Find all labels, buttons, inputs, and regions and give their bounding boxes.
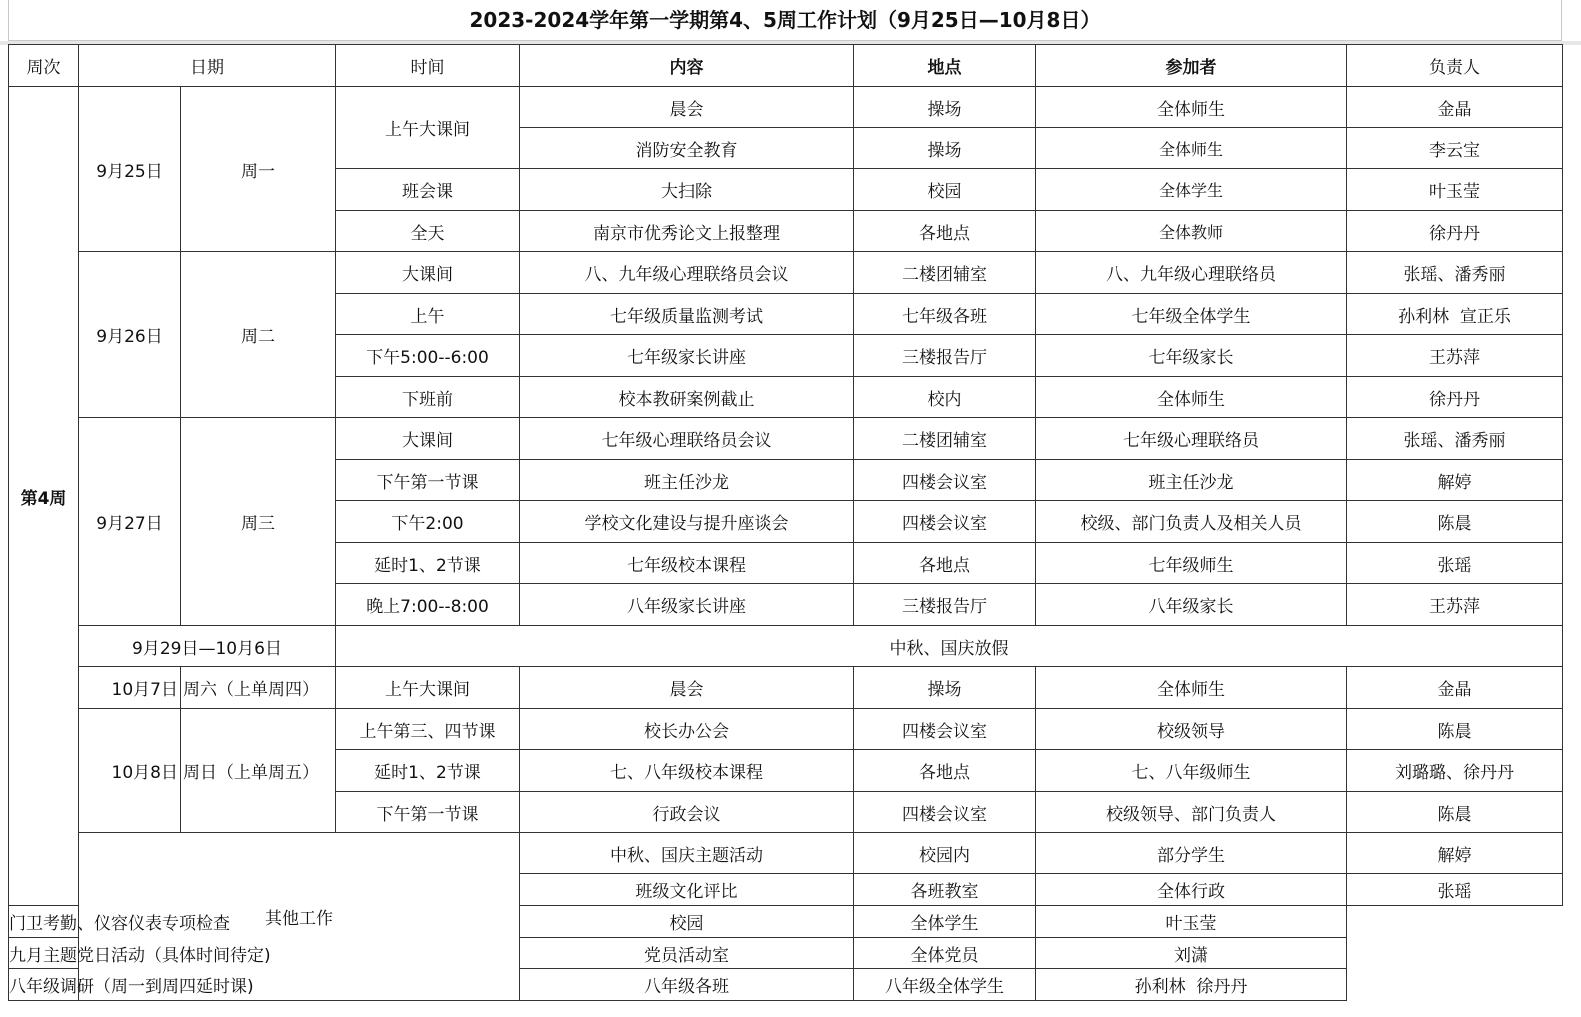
holiday-dates: 9月29日—10月6日 <box>79 626 336 667</box>
row-location: 各班教室 <box>854 874 1036 906</box>
day-date: 9月27日 <box>79 418 181 626</box>
row-owner: 叶玉莹 <box>1347 169 1563 211</box>
row-participants: 全体学生 <box>1036 169 1347 211</box>
row-participants: 部分学生 <box>1036 833 1347 874</box>
work-plan-table <box>8 44 1563 1001</box>
other-work-label: 其他工作 <box>79 833 520 1001</box>
row-content: 消防安全教育 <box>520 128 854 169</box>
row-location: 八年级各班 <box>520 969 854 1001</box>
day-weekday: 周二 <box>181 252 336 418</box>
row-location: 二楼团辅室 <box>854 418 1036 460</box>
row-owner: 孙利林 宣正乐 <box>1347 294 1563 335</box>
row-content: 校本教研案例截止 <box>520 377 854 418</box>
row-content: 八年级调研（周一到周四延时课) <box>9 969 79 1001</box>
day-date: 9月25日 <box>79 87 181 252</box>
row-time: 下午2:00 <box>336 501 520 543</box>
row-content: 晨会 <box>520 87 854 128</box>
row-content: 南京市优秀论文上报整理 <box>520 211 854 252</box>
row-content: 班主任沙龙 <box>520 460 854 501</box>
row-participants: 七年级家长 <box>1036 335 1347 377</box>
holiday-row <box>9 626 1563 667</box>
table-row <box>9 87 1563 128</box>
row-time: 全天 <box>336 211 520 252</box>
row-location: 三楼报告厅 <box>854 335 1036 377</box>
row-participants: 全体师生 <box>1036 377 1347 418</box>
row-owner: 张瑶、潘秀丽 <box>1347 252 1563 294</box>
row-content: 门卫考勤、仪容仪表专项检查 <box>9 906 79 938</box>
row-owner: 张瑶、潘秀丽 <box>1347 418 1563 460</box>
day-weekday: 周三 <box>181 418 336 626</box>
row-participants: 七、八年级师生 <box>1036 750 1347 792</box>
row-time: 晚上7:00--8:00 <box>336 584 520 626</box>
row-time: 下午5:00--6:00 <box>336 335 520 377</box>
day-date: 9月26日 <box>79 252 181 418</box>
col-owner-header: 负责人 <box>1347 45 1563 87</box>
row-participants: 校级领导 <box>1036 709 1347 750</box>
row-content: 七年级家长讲座 <box>520 335 854 377</box>
row-participants: 全体师生 <box>1036 87 1347 128</box>
row-participants: 七年级心理联络员 <box>1036 418 1347 460</box>
row-content: 八年级家长讲座 <box>520 584 854 626</box>
day-weekday: 周日（上单周五） <box>181 709 336 833</box>
row-owner: 徐丹丹 <box>1347 377 1563 418</box>
day-date: 10月7日 <box>79 667 181 709</box>
row-location: 四楼会议室 <box>854 792 1036 833</box>
row-participants: 全体教师 <box>1036 211 1347 252</box>
day-date: 10月8日 <box>79 709 181 833</box>
row-location: 三楼报告厅 <box>854 584 1036 626</box>
table-row <box>9 418 1563 460</box>
row-owner: 李云宝 <box>1347 128 1563 169</box>
row-location: 党员活动室 <box>520 938 854 969</box>
row-time: 延时1、2节课 <box>336 750 520 792</box>
table-row <box>9 833 1563 874</box>
row-participants: 全体师生 <box>1036 128 1347 169</box>
plan-title: 2023-2024学年第一学期第4、5周工作计划（9月25日—10月8日） <box>8 0 1562 41</box>
row-participants: 班主任沙龙 <box>1036 460 1347 501</box>
row-content: 七年级心理联络员会议 <box>520 418 854 460</box>
row-location: 操场 <box>854 667 1036 709</box>
holiday-label: 中秋、国庆放假 <box>336 626 1563 667</box>
row-owner: 叶玉莹 <box>1036 906 1347 938</box>
row-time: 下午第一节课 <box>336 792 520 833</box>
day-weekday: 周六（上单周四） <box>181 667 336 709</box>
row-content: 中秋、国庆主题活动 <box>520 833 854 874</box>
row-content: 八、九年级心理联络员会议 <box>520 252 854 294</box>
col-participants-header: 参加者 <box>1036 45 1347 87</box>
row-location: 各地点 <box>854 543 1036 584</box>
row-time: 下班前 <box>336 377 520 418</box>
row-content: 大扫除 <box>520 169 854 211</box>
row-location: 校园 <box>520 906 854 938</box>
row-participants: 八年级家长 <box>1036 584 1347 626</box>
row-owner: 陈晨 <box>1347 501 1563 543</box>
row-content: 学校文化建设与提升座谈会 <box>520 501 854 543</box>
row-time: 上午大课间 <box>336 667 520 709</box>
row-content: 九月主题党日活动（具体时间待定) <box>9 938 79 969</box>
row-location: 操场 <box>854 128 1036 169</box>
row-time: 班会课 <box>336 169 520 211</box>
row-location: 各地点 <box>854 211 1036 252</box>
row-time: 大课间 <box>336 418 520 460</box>
table-row <box>9 667 1563 709</box>
row-content: 行政会议 <box>520 792 854 833</box>
table-row <box>9 252 1563 294</box>
row-content: 七、八年级校本课程 <box>520 750 854 792</box>
row-location: 四楼会议室 <box>854 501 1036 543</box>
row-location: 七年级各班 <box>854 294 1036 335</box>
row-owner: 解婷 <box>1347 460 1563 501</box>
row-content: 晨会 <box>520 667 854 709</box>
row-location: 校内 <box>854 377 1036 418</box>
row-owner: 张瑶 <box>1347 543 1563 584</box>
row-content: 七年级校本课程 <box>520 543 854 584</box>
col-week-header: 周次 <box>9 45 79 87</box>
col-time-header: 时间 <box>336 45 520 87</box>
row-owner: 王苏萍 <box>1347 335 1563 377</box>
row-participants: 全体党员 <box>854 938 1036 969</box>
row-owner: 金晶 <box>1347 667 1563 709</box>
row-owner: 解婷 <box>1347 833 1563 874</box>
col-content-header: 内容 <box>520 45 854 87</box>
row-participants: 全体学生 <box>854 906 1036 938</box>
row-time: 下午第一节课 <box>336 460 520 501</box>
row-participants: 校级领导、部门负责人 <box>1036 792 1347 833</box>
row-time: 延时1、2节课 <box>336 543 520 584</box>
row-owner: 张瑶 <box>1347 874 1563 906</box>
row-owner: 孙利林 徐丹丹 <box>1036 969 1347 1001</box>
row-location: 操场 <box>854 87 1036 128</box>
row-time: 上午第三、四节课 <box>336 709 520 750</box>
col-date-header: 日期 <box>79 45 336 87</box>
row-location: 校园 <box>854 169 1036 211</box>
row-content: 班级文化评比 <box>520 874 854 906</box>
header-row <box>9 45 1563 87</box>
row-location: 四楼会议室 <box>854 709 1036 750</box>
row-participants: 七年级全体学生 <box>1036 294 1347 335</box>
table-row <box>9 709 1563 750</box>
row-time: 大课间 <box>336 252 520 294</box>
row-location: 四楼会议室 <box>854 460 1036 501</box>
row-time: 上午 <box>336 294 520 335</box>
row-owner: 刘璐璐、徐丹丹 <box>1347 750 1563 792</box>
col-location-header: 地点 <box>854 45 1036 87</box>
row-participants: 七年级师生 <box>1036 543 1347 584</box>
row-owner: 金晶 <box>1347 87 1563 128</box>
row-location: 校园内 <box>854 833 1036 874</box>
row-owner: 刘潇 <box>1036 938 1347 969</box>
row-participants: 八、九年级心理联络员 <box>1036 252 1347 294</box>
day-weekday: 周一 <box>181 87 336 252</box>
row-participants: 校级、部门负责人及相关人员 <box>1036 501 1347 543</box>
row-participants: 八年级全体学生 <box>854 969 1036 1001</box>
row-owner: 陈晨 <box>1347 709 1563 750</box>
row-owner: 徐丹丹 <box>1347 211 1563 252</box>
row-location: 各地点 <box>854 750 1036 792</box>
row-participants: 全体行政 <box>1036 874 1347 906</box>
row-time: 上午大课间 <box>336 87 520 169</box>
row-content: 七年级质量监测考试 <box>520 294 854 335</box>
row-location: 二楼团辅室 <box>854 252 1036 294</box>
row-owner: 王苏萍 <box>1347 584 1563 626</box>
row-participants: 全体师生 <box>1036 667 1347 709</box>
week-label: 第4周 <box>9 87 79 906</box>
row-content: 校长办公会 <box>520 709 854 750</box>
row-owner: 陈晨 <box>1347 792 1563 833</box>
